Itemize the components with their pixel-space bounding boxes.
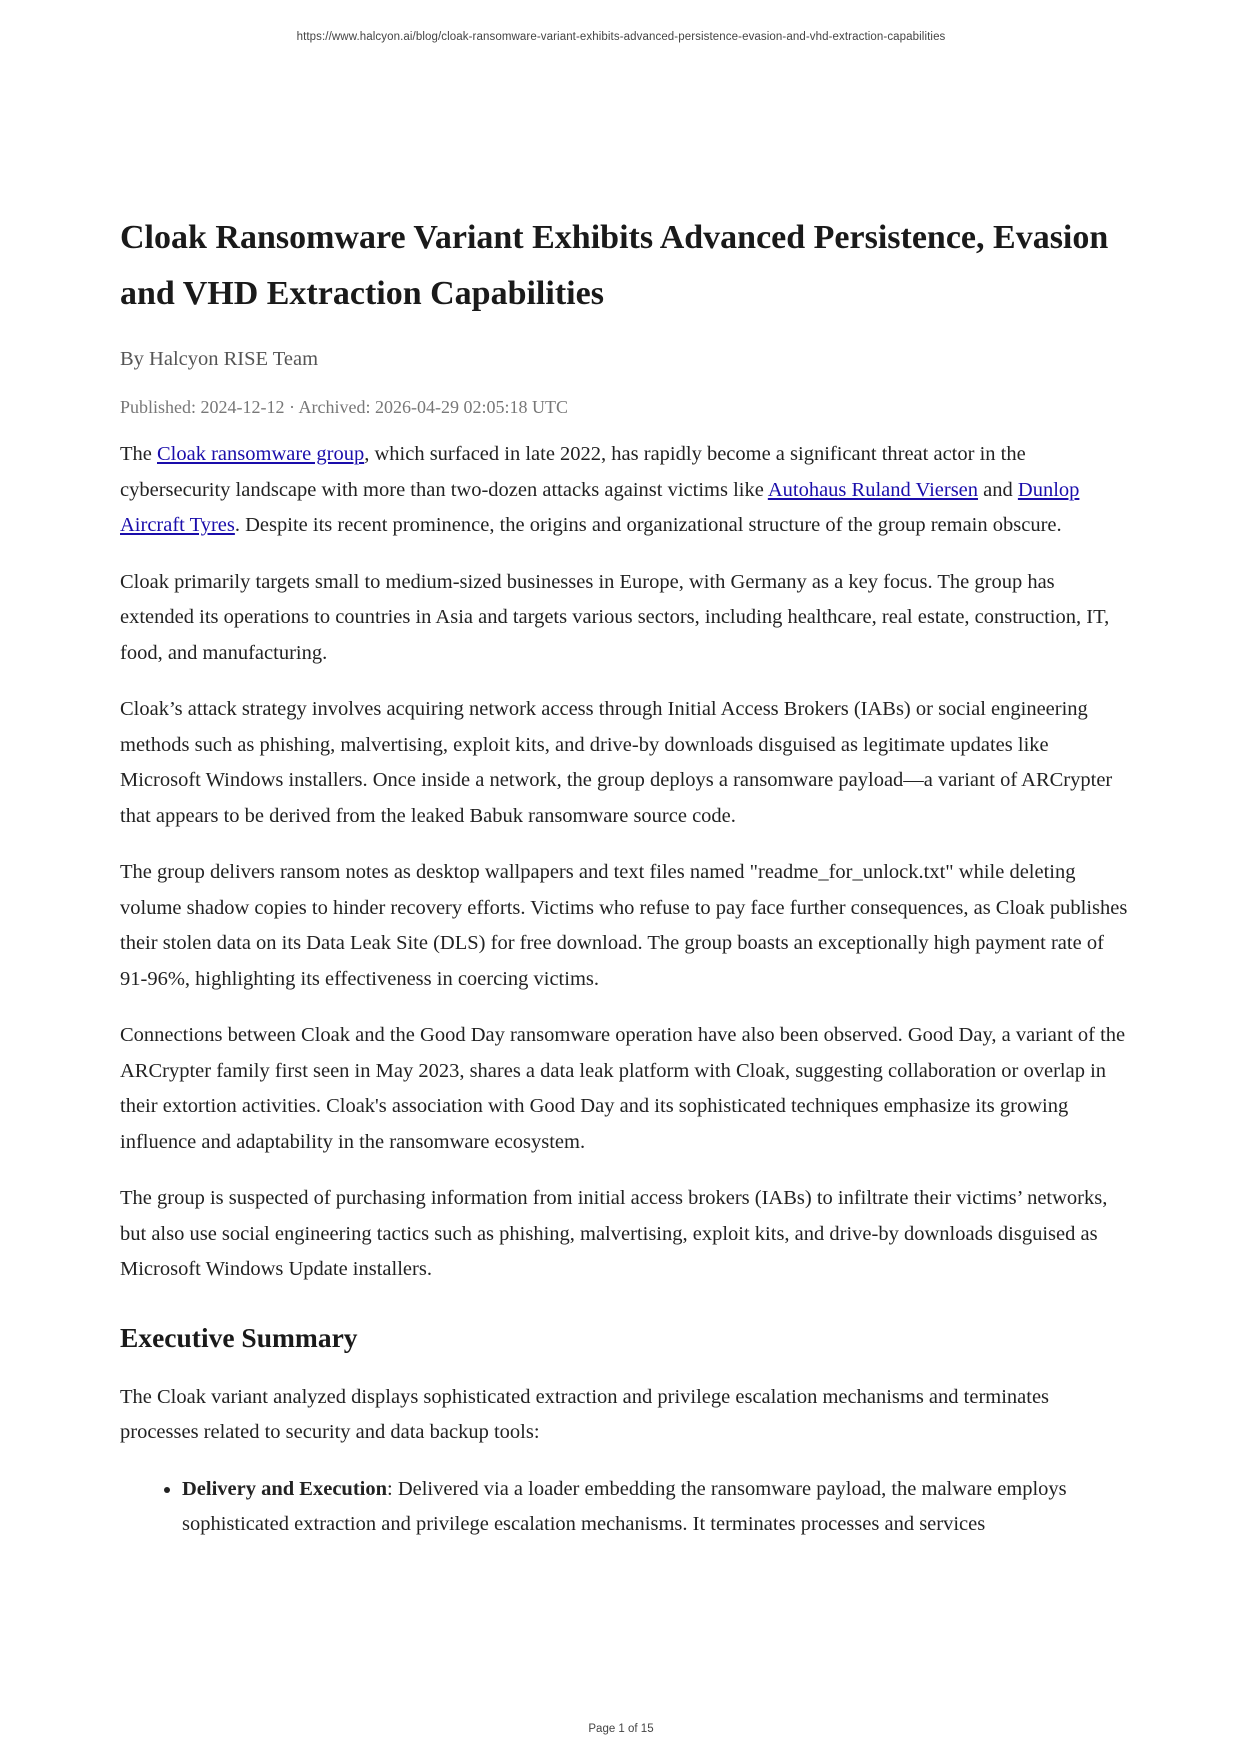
paragraph-targets: Cloak primarily targets small to medium-sized businesses in Europe, with Germany as a key focus. The group has extended its operations to countries in Asia and targets various sectors, including healthcare, real estate, construction, IT, food, and manufacturing. [120,570,1110,664]
paragraph-text: , which surfaced in late 2022, has rapidly become a significant threat actor in the cybersecurity landscape with more than two-dozen attacks against victims like [120,443,1026,501]
list-item [182,1472,1130,1543]
link-autohaus-ruland-viersen[interactable]: Autohaus Ruland Viersen [767,478,979,501]
paragraph-intro [120,437,1130,544]
publish-archive-date: Published: 2024-12-12 · Archived: 2026-04-29 02:05:18 UTC [120,397,568,417]
paragraph-attack-strategy: Cloak’s attack strategy involves acquiring network access through Initial Access Brokers (IABs) or social engineering methods such as phishing, malvertising, exploit kits, and drive-by downloads disguised as legitimate updates like Microsoft Windows installers. Once inside a network, the group deploys a ransomware payload—a variant of ARCrypter that appears to be derived from the leaked Babuk ransomware source code. [120,698,1113,827]
bullet-text: : Delivered via a loader embedding the ransomware payload, the malware employs sophisticated extraction and privilege escalation mechanisms. It terminates processes and services [182,1477,1067,1535]
article-content [120,210,1130,1543]
article-title: Cloak Ransomware Variant Exhibits Advanced Persistence, Evasion and VHD Extraction Capabilities [120,219,1109,312]
paragraph-ransom-notes: The group delivers ransom notes as desktop wallpapers and text files named "readme_for_unlock.txt" while deleting volume shadow copies to hinder recovery efforts. Victims who refuse to pay face further consequences, as Cloak publishes their stolen data on its Data Leak Site (DLS) for free download. The group boasts an exceptionally high payment rate of 91-96%, highlighting its effectiveness in coercing victims. [120,861,1128,990]
paragraph-iab-purchasing: The group is suspected of purchasing information from initial access brokers (IABs) to infiltrate their victims’ networks, but also use social engineering tactics such as phishing, malvertising, exploit kits, and drive-by downloads disguised as Microsoft Windows Update installers. [120,1187,1108,1280]
bullet-label: Delivery and Execution [182,1477,387,1500]
link-cloak-ransomware-group[interactable]: Cloak ransomware group [157,443,365,465]
paragraph-summary-intro: The Cloak variant analyzed displays sophisticated extraction and privilege escalation mechanisms and terminates processes related to security and data backup tools: [120,1385,1050,1443]
section-heading-executive-summary: Executive Summary [120,1321,358,1353]
link-dunlop-aircraft-tyres[interactable]: Dunlop Aircraft Tyres [120,478,1080,536]
summary-bullet-list [120,1472,1130,1543]
page-number: Page 1 of 15 [588,1723,654,1735]
paragraph-text: . Despite its recent prominence, the origins and organizational structure of the group remain obscure. [234,514,1062,536]
paragraph-good-day-connection: Connections between Cloak and the Good Day ransomware operation have also been observed. Good Day, a variant of the ARCrypter family first seen in May 2023, shares a data leak platform with Cloak, suggesting collaboration or overlap in their extortion activities. Cloak's association with Good Day and its sophisticated techniques emphasize its growing influence and adaptability in the ransomware ecosystem. [120,1024,1126,1153]
paragraph-text: and [978,478,1018,501]
paragraph-text: The [120,443,157,465]
page-url-header: https://www.halcyon.ai/blog/cloak-ransomware-variant-exhibits-advanced-persistence-evasion-and-vhd-extraction-capabilities [296,31,946,43]
article-byline: By Halcyon RISE Team [120,348,319,370]
